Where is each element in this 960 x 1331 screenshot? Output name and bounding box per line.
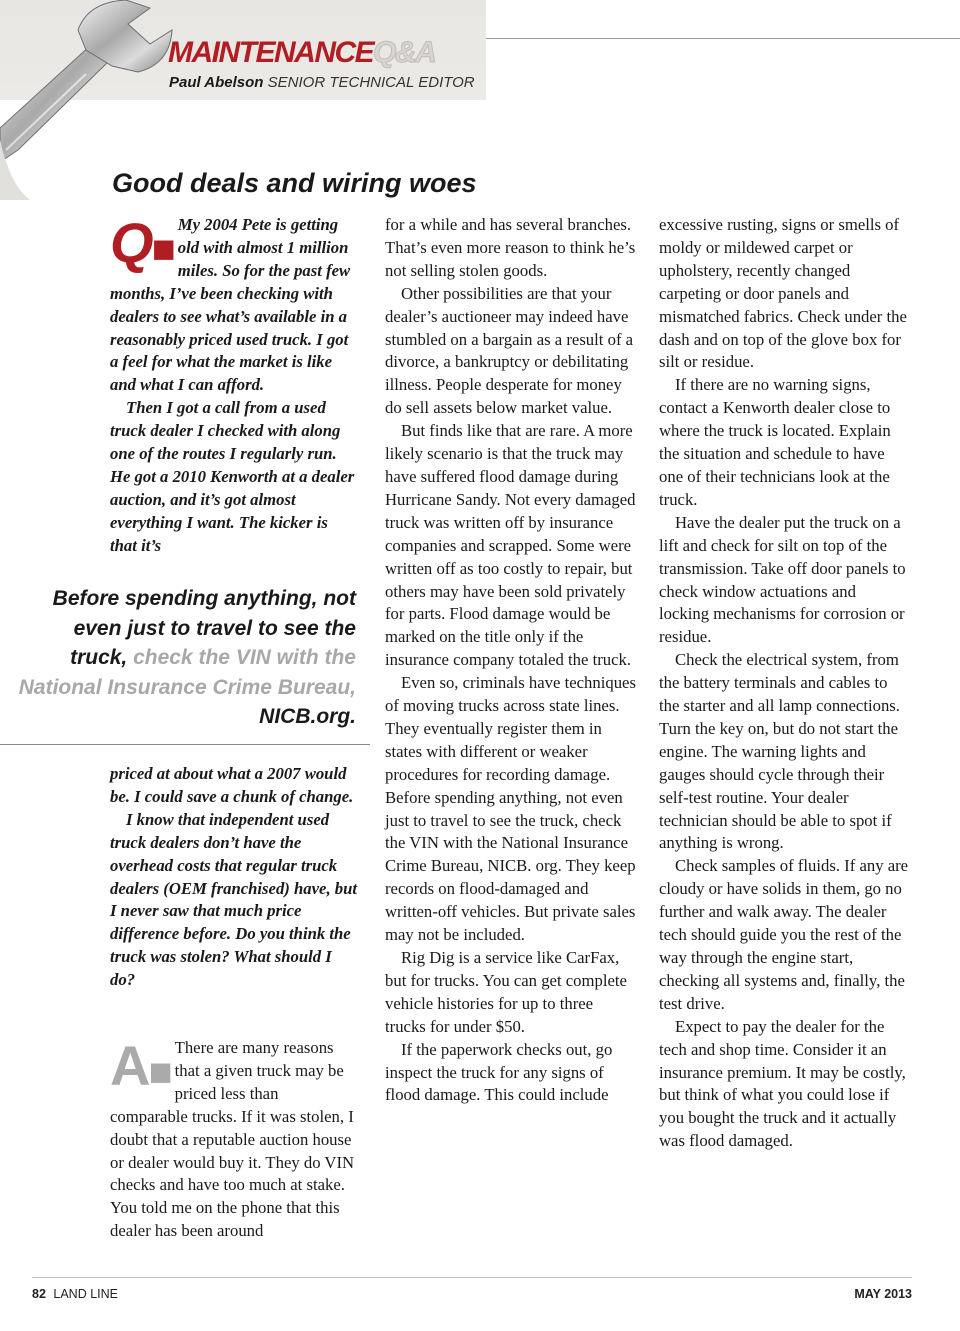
pull-quote-grey: check the VIN with the National Insurance Crime Bureau, xyxy=(18,646,356,699)
footer-rule xyxy=(32,1277,912,1278)
section-title-qa: Q&A xyxy=(373,36,436,69)
section-title-maintenance: MAINTENANCE xyxy=(168,36,374,69)
answer-paragraph: Check samples of fluids. If any are cloudy or have solids in them, go no further and walk away. The dealer tech should guide you the rest of the way through the engine start, checking all systems and, finally, the test drive. xyxy=(659,856,909,1013)
answer-paragraph: Rig Dig is a service like CarFax, but for trucks. You can get complete vehicle histories for up to three trucks for under $50. xyxy=(385,948,627,1036)
answer-paragraph: There are many reasons that a given truck may be priced less than comparable trucks. If it was stolen, I doubt that a reputable auction house or dealer would buy it. They do VIN checks and have too much at stake. You told me on the phone that this dealer has been around xyxy=(110,1038,355,1241)
answer-paragraph: If the paperwork checks out, go inspect the truck for any signs of flood damage. This could include xyxy=(385,1039,613,1105)
answer-paragraph: Check the electrical system, from the battery terminals and cables to the starter and all lamp connections. Turn the key on, but do not start the engine. The warning lights and gauges should cycle through their self-test routine. Your dealer technician should be able to spot if anything is wrong. xyxy=(659,650,900,853)
answer-drop-cap: A■ xyxy=(110,1034,173,1097)
article-column-3 xyxy=(659,214,909,1153)
answer-paragraph: But finds like that are rare. A more likely scenario is that the truck may have suffered flood damage during Hurricane Sandy. Not every damaged truck was written off by insurance companies and scrapped. Some were written off as too costly to repair, but others may have been sold privately for parts. Flood damage would be marked on the title only if the insurance company totaled the truck. xyxy=(385,421,636,670)
pull-quote-site: NICB.org. xyxy=(259,705,356,728)
answer-paragraph: Have the dealer put the truck on a lift and check for silt on top of the transmission. Take off door panels to check window actuations and locking mechanisms for corrosion or residue. xyxy=(659,512,906,647)
answer-paragraph: for a while and has several branches. That’s even more reason to think he’s not selling stolen goods. xyxy=(385,215,636,280)
question-paragraph: My 2004 Pete is getting old with almost 1 million miles. So for the past few months, I’ve been checking with dealers to see what’s available in a reasonably priced used truck. I got a feel for what the market is like and what I can afford. xyxy=(110,215,351,395)
answer-paragraph: Other possibilities are that your dealer’s auctioneer may indeed have stumbled on a bargain as a result of a divorce, a bankruptcy or debilitating illness. People desperate for money do sell assets below market value. xyxy=(385,283,634,418)
page-number: 82 xyxy=(32,1287,46,1301)
author-name: Paul Abelson xyxy=(169,74,264,91)
question-paragraph: priced at about what a 2007 would be. I could save a chunk of change. xyxy=(110,764,354,806)
question-drop-cap: Q■ xyxy=(110,211,176,274)
pull-quote-dark: Before spending anything, not even just to travel to see the truck, xyxy=(52,587,356,669)
byline xyxy=(169,74,475,91)
footer-folio xyxy=(32,1287,118,1301)
pull-quote-rule xyxy=(0,744,370,745)
article-headline: Good deals and wiring woes xyxy=(112,168,477,198)
question-paragraph: Then I got a call from a used truck dealer I checked with along one of the routes I regularly run. He got a 2010 Kenworth at a dealer auction, and it’s got almost everything I want. The kicker is that it’s xyxy=(110,398,355,555)
answer-start xyxy=(110,1034,358,1243)
answer-paragraph: Expect to pay the dealer for the tech and shop time. Consider it an insurance premium. It may be costly, but think of what you could lose if you bought the truck and it actually was flood damaged. xyxy=(659,1016,906,1151)
issue-date: MAY 2013 xyxy=(854,1287,912,1301)
question-bottom xyxy=(110,763,358,992)
pull-quote xyxy=(16,584,356,732)
publication-name: LAND LINE xyxy=(53,1287,118,1301)
author-role: SENIOR TECHNICAL EDITOR xyxy=(267,74,475,91)
header-rule xyxy=(486,38,960,39)
answer-paragraph: Even so, criminals have techniques of moving trucks across state lines. They eventually register them in states with different or weaker procedures for recording damage. Before spending anything, not even just to travel to see the truck, check the VIN with the National Insurance Crime Bureau, NICB. org. They keep records on flood-damaged and written-off vehicles. But private sales may not be included. xyxy=(385,673,636,945)
question-paragraph: I know that independent used truck dealers don’t have the overhead costs that regular truck dealers (OEM franchised) have, but I never saw that much price difference before. Do you think the truck was stolen? What should I do? xyxy=(110,809,358,990)
article-column-2 xyxy=(385,214,637,1107)
question-top xyxy=(110,211,358,558)
answer-paragraph: If there are no warning signs, contact a Kenworth dealer close to where the truck is located. Explain the situation and schedule to have one of their technicians look at the truck. xyxy=(659,375,891,509)
answer-paragraph: excessive rusting, signs or smells of moldy or mildewed carpet or upholstery, recently changed carpeting or door panels and mismatched fabrics. Check under the dash and on top of the glove box for silt or residue. xyxy=(659,215,907,372)
section-title xyxy=(168,33,435,73)
